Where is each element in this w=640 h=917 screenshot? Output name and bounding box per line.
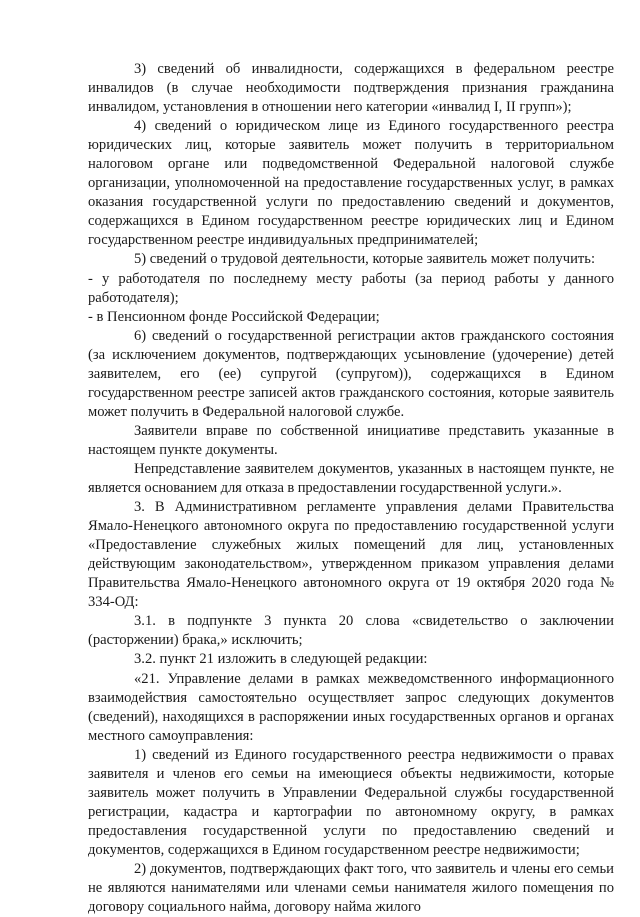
paragraph-item-3-disability: 3) сведений об инвалидности, содержащихся в федеральном реестре инвалидов (в случае необходимости подтверждения признания гражданина инвалидом, установления в отношении него категории «инвалид I, II групп»); — [88, 61, 614, 116]
paragraph-item-6-civil-registry: 6) сведений о государственной регистрации актов гражданского состояния (за исключением документов, подтверждающих усыновление (удочерение) детей заявителем, его (ее) супругой (супругом)), содержащихся в Едином государственном реестре записей актов гражданского состояния, которые заявитель может получить в Федеральной налоговой службе. — [88, 327, 614, 420]
paragraph-section-3-2: 3.2. пункт 21 изложить в следующей редакции: — [134, 651, 428, 668]
document-page — [88, 60, 614, 917]
paragraph-non-submission: Непредставление заявителем документов, указанных в настоящем пункте, не является основанием для отказа в предоставлении государственной услуги.». — [88, 460, 614, 497]
paragraph-point-21-item-1: 1) сведений из Единого государственного реестра недвижимости о правах заявителя и членов его семьи на имеющиеся объекты недвижимости, которые заявитель может получить в Управлении Федеральной службы государственной регистрации, кадастра и картографии по автономному округу, в рамках предоставления государственной услуги по предоставлению сведений и документов, содержащихся в Едином государственном реестре недвижимости; — [88, 746, 614, 858]
paragraph-pension-fund-dash: - в Пенсионном фонде Российской Федерации; — [88, 308, 380, 325]
paragraph-item-4-legal-entity: 4) сведений о юридическом лице из Единого государственного реестра юридических лиц, которые заявитель может получить в территориальном налоговом органе или подведомственной Федеральной налоговой службе организации, уполномоченной на предоставление государственных услуг, в рамках оказания государственной услуги по предоставлению сведений и документов, содержащихся в Едином государственном реестре юридических лиц и Едином государственном реестре индивидуальных предпринимателей; — [88, 118, 614, 249]
paragraph-point-21: «21. Управление делами в рамках межведомственного информационного взаимодействия самостоятельно осуществляет запрос следующих документов (сведений), находящихся в распоряжении иных государственных органов и органах местного самоуправления: — [88, 670, 614, 744]
paragraph-employer-dash: - у работодателя по последнему месту работы (за период работы у данного работодателя); — [88, 270, 614, 306]
paragraph-section-3-1: 3.1. в подпункте 3 пункта 20 слова «свидетельство о заключении (расторжении) брака,» исключить; — [88, 613, 614, 649]
paragraph-item-5-employment: 5) сведений о трудовой деятельности, которые заявитель может получить: — [134, 251, 595, 268]
paragraph-point-21-item-2: 2) документов, подтверждающих факт того, что заявитель и члены его семьи не являются нанимателями или членами семьи нанимателя жилого помещения по договору социального найма, договору найма жилого — [88, 860, 614, 916]
paragraph-applicants-right: Заявители вправе по собственной инициативе представить указанные в настоящем пункте документы. — [88, 422, 614, 458]
paragraph-section-3: 3. В Административном регламенте управления делами Правительства Ямало-Ненецкого автономного округа по предоставлению государственной услуги «Предоставление служебных жилых помещений для лиц, установленных действующим законодательством», утвержденном приказом управления делами Правительства Ямало-Ненецкого автономного округа от 19 октября 2020 года № 334-ОД: — [88, 499, 614, 611]
